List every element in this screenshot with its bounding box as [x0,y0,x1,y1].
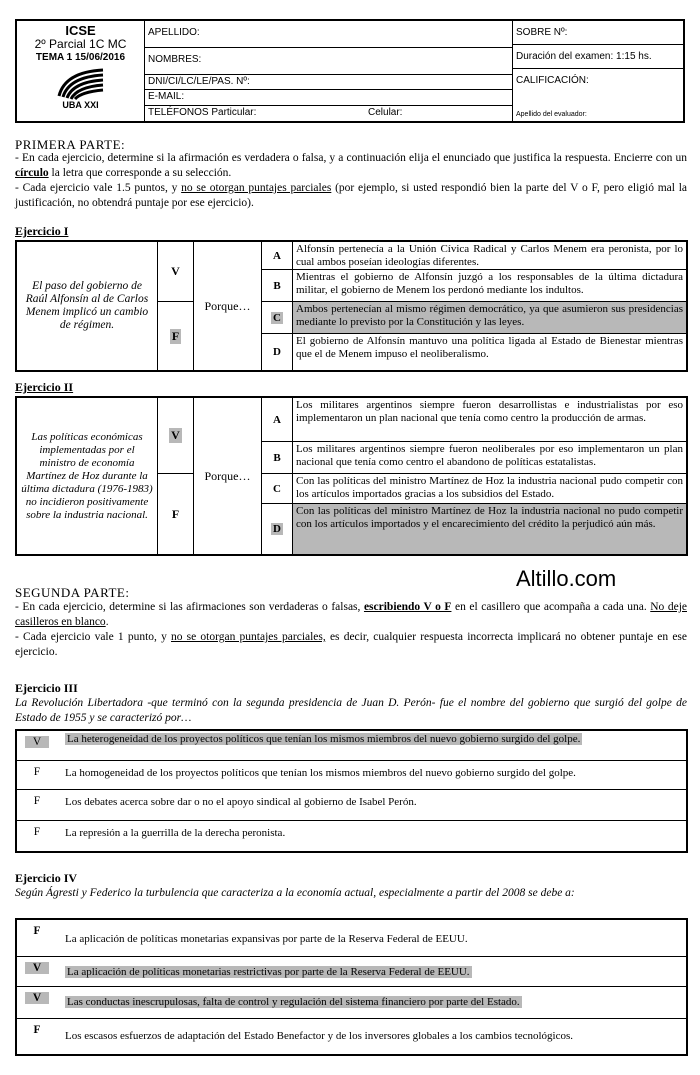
exam-tema-date: TEMA 1 15/06/2016 [35,52,126,63]
ex3-item [17,761,686,790]
uba-logo-icon [55,66,107,100]
institution-name: ICSE [65,23,96,38]
ex4-mark-box[interactable] [17,987,57,1018]
duracion-label: Duración del examen: 1:15 hs. [513,45,683,69]
ex4-prompt: Según Ágresti y Federico la turbulencia que caracteriza a la economía actual, especialmente a partir del 2008 se debe a: [15,887,575,899]
ex2-option-d-letter-text: D [273,523,281,535]
ex2-title-text: Ejercicio II [15,380,74,394]
ex4-mark-box[interactable] [17,957,57,986]
ex2-f-label: F [171,506,180,521]
ex1-option-c-letter-text: C [273,311,281,324]
ex3-item [17,790,686,821]
ex2-f-option[interactable] [158,474,194,554]
exam-header [15,19,685,123]
part2-instr1-d: No deje casilleros en blanco [15,601,687,628]
part2-instr1-e: . [105,616,109,628]
ex4-item [17,920,686,957]
telefono-particular-field[interactable]: TELÉFONOS Particular: [148,107,257,119]
ex3-item-4-text: La represión a la guerrilla de la derecha peronista. [65,827,286,839]
part2-instr1-c: en el casillero que acompaña a cada una. [451,601,651,613]
ex4-title-text: Ejercicio IV [15,871,78,885]
ex2-option-a-letter[interactable]: A [262,398,293,442]
ex3-item-4-mark: F [33,826,41,838]
ex3-item-1-text: La heterogeneidad de los proyectos políticos que tenían los mismos miembros del nuevo gobierno surgido del golpe. [67,733,581,745]
part1-instr2-b: no se otorgan puntajes parciales [181,182,332,194]
exam-name: 2º Parcial 1C MC [34,37,127,51]
ex4-list [15,918,688,1056]
ex1-option-b-text: Mientras el gobierno de Alfonsín juzgó a los responsables de la última dictadura militar, el gobierno de Menem los perdonó mediante los indultos. [293,270,686,302]
part1-instructions [15,151,687,211]
ex1-porque: Porque… [194,242,262,370]
exam-info [513,21,683,121]
ex3-mark-box[interactable] [17,790,57,820]
ex1-f-option[interactable] [158,302,194,370]
ex4-item-2-mark: V [25,962,49,974]
student-fields [145,21,513,121]
part1-instr2-a: - Cada ejercicio vale 1.5 puntos, y [15,182,182,194]
logo-block [17,21,145,121]
nombres-field[interactable]: NOMBRES: [145,48,512,75]
telefonos-row [145,106,512,121]
evaluador-label: Apellido del evaluador: [516,111,587,118]
ex3-item-2-mark: F [33,766,41,778]
part2-instr2-c: es decir, cualquier respuesta incorrecta implicará no obtener puntaje en ese ejercicio. [15,631,688,658]
ex4-mark-box[interactable] [17,1019,57,1054]
ex1-option-c-text: Ambos pertenecían al mismo régimen democrático, ya que asumieron sus presidencias mediante lo previsto por la Constitución y las leyes. [293,302,686,334]
ex3-list [15,729,688,853]
ex3-item-text-wrap [57,731,686,760]
ex1-option-a-letter[interactable]: A [262,242,293,270]
ex4-mark-box[interactable] [17,920,57,956]
altillo-watermark: Altillo.com [516,566,617,591]
part1-instr1-a: - En cada ejercicio, determine si la afirmación es verdadera o falsa, y a continuación elija el enunciado que justifica la respuesta. Encierre con un [15,152,687,164]
ex3-title [15,681,78,696]
ex3-mark-box[interactable] [17,731,57,760]
ex3-mark-box[interactable] [17,761,57,789]
part2-instr1-a: - En cada ejercicio, determine si las afirmaciones son verdaderas o falsas, [15,601,364,613]
ex1-v-label: V [171,264,180,278]
ex2-option-d-text: Con las políticas del ministro Martínez de Hoz la industria nacional no pudo competir con los artículos importados y el encarecimiento del crédito la perjudicó aún más. [293,504,686,554]
ex2-option-d-letter[interactable] [262,504,293,554]
ex1-option-d-letter[interactable]: D [262,334,293,370]
ex4-item [17,987,686,1019]
ex4-item-3-mark: V [25,992,49,1004]
ex4-item-3-text: Las conductas inescrupulosas, falta de control y regulación del sistema financiero por parte del Estado. [67,996,520,1008]
ex2-title [15,380,73,395]
ex1-title-text: Ejercicio I [15,224,69,238]
ex1-f-label: F [171,328,180,343]
ex4-item-4-text: Los escasos esfuerzos de adaptación del Estado Benefactor y de los inversores globales a los cambios tecnológicos. [65,1030,573,1042]
ex3-item-1-mark: V [25,736,49,748]
ex2-option-b-text: Los militares argentinos siempre fueron neoliberales por eso implementaron un plan nacional que tenía como centro el abandono de políticas estatalistas. [293,442,686,474]
ex1-table [15,240,688,372]
ex4-item-2-text: La aplicación de políticas monetarias restrictivas por parte de la Reserva Federal de EEUU. [67,966,470,978]
part1-instr2-c: (por ejemplo, si usted respondió bien la parte del V o F, pero eligió mal la justificación, no obtendrá puntaje por ese ejercicio). [15,182,688,209]
ex1-option-b-letter[interactable]: B [262,270,293,302]
part2-instr1-b: escribiendo V o F [363,601,452,613]
part1-title: PRIMERA PARTE: [15,137,126,152]
ex4-item-1-mark: F [33,925,41,937]
ex2-statement: Las políticas económicas implementadas por el ministro de economía Martínez de Hoz durante la última dictadura (1976-1983) no incidieron positivamente sobre la industria nacional. [17,398,158,554]
ex3-item [17,731,686,761]
ex3-mark-box[interactable] [17,821,57,851]
part2-instructions [15,600,687,660]
logo-caption: UBA XXI [62,100,99,110]
ex2-option-a-text: Los militares argentinos siempre fueron desarrollistas e industrialistas por eso implementaron un plan nacional que tenía como centro la producción de armas. [293,398,686,442]
part2-title: SEGUNDA PARTE: [15,585,130,600]
ex1-v-option[interactable] [158,242,194,302]
part1-instr1-b: círculo [15,167,49,179]
ex4-title [15,871,77,886]
ex1-title [15,224,68,239]
ex4-item [17,957,686,987]
ex4-item [17,1019,686,1054]
part2-instr2-a: - Cada ejercicio vale 1 punto, y [15,631,171,643]
ex1-option-d-text: El gobierno de Alfonsín mantuvo una política ligada al Estado de Bienestar mientras que el de Menem impuso el neoliberalismo. [296,335,683,360]
part2-instr2-b: no se otorgan puntajes parciales, [171,631,326,643]
ex4-item-4-mark: F [33,1024,41,1036]
ex3-title-text: Ejercicio III [15,681,78,695]
ex1-option-c-letter[interactable] [262,302,293,334]
part1-instr1-c: la letra que corresponde a su selección. [48,167,232,179]
ex3-prompt: La Revolución Libertadora -que terminó con la segunda presidencia de Juan D. Perón- fue el nombre del gobierno que surgió del golpe de Estado de 1955 y se caracterizó por… [15,697,687,724]
ex2-v-label: V [171,428,180,442]
ex3-item [17,821,686,851]
ex2-option-b-letter[interactable]: B [262,442,293,474]
ex1-statement: El paso del gobierno de Raúl Alfonsín al de Carlos Menem implicó un cambio de régimen. [17,242,158,370]
ex3-item-2-text: La homogeneidad de los proyectos políticos que tenían los mismos miembros del nuevo gobierno surgido del golpe. [65,767,576,779]
ex2-porque: Porque… [194,398,262,554]
ex3-item-3-mark: F [33,795,41,807]
ex2-v-option[interactable] [158,398,194,474]
ex1-option-a-text: Alfonsín pertenecía a la Unión Cívica Radical y Carlos Menem era peronista, por lo cual ambos poseían ideologías diferentes. [293,242,686,270]
ex3-item-3-text: Los debates acerca sobre dar o no el apoyo sindical al gobierno de Isabel Perón. [65,796,417,808]
calificacion-field[interactable] [513,69,683,121]
calificacion-label: CALIFICACIÓN: [516,75,589,86]
dni-field[interactable]: DNI/CI/LC/LE/PAS. Nº: [145,75,512,91]
ex2-table [15,396,688,556]
email-field[interactable]: E-MAIL: [145,90,512,106]
celular-field[interactable]: Celular: [368,107,403,119]
ex2-option-c-letter[interactable]: C [262,474,293,504]
apellido-field[interactable]: APELLIDO: [145,21,512,48]
ex4-item-text-wrap [57,957,686,986]
ex4-item-1-text: La aplicación de políticas monetarias expansivas por parte de la Reserva Federal de EEUU. [65,933,468,945]
ex2-option-c-text: Con las políticas del ministro Martínez de Hoz la industria nacional pudo competir con los artículos importados gracias a los subsidios del Estado. [293,474,686,504]
ex4-item-text-wrap [57,987,686,1018]
sobre-field[interactable]: SOBRE Nº: [513,21,683,45]
